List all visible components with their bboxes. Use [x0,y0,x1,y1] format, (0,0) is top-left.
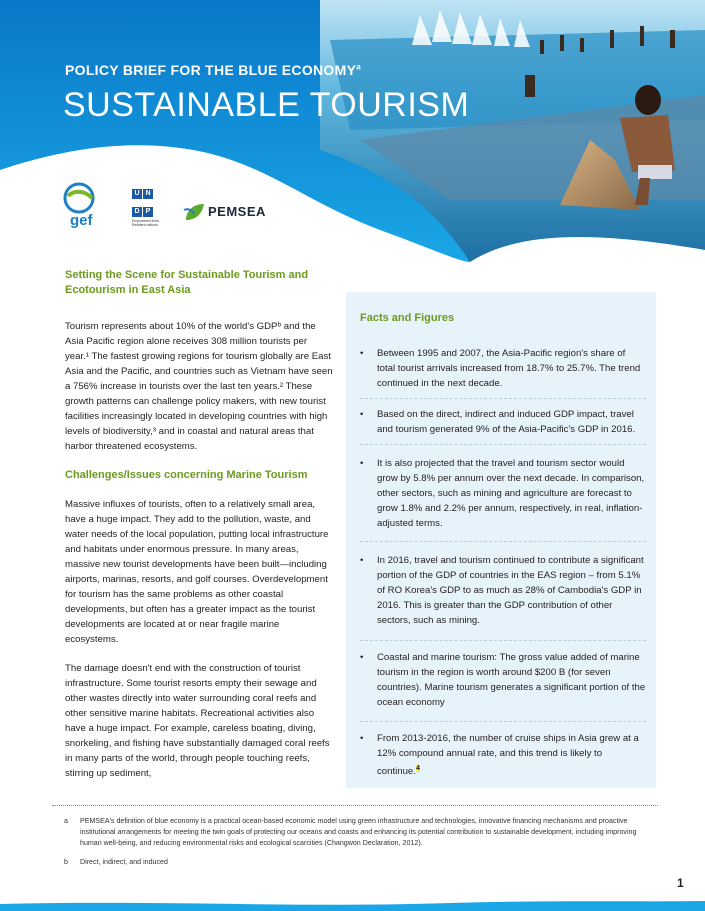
bullet-icon: • [360,733,364,744]
fact-text: It is also projected that the travel and tourism sector would grow by 5.8% per annum over the next decade. In comparison, other sectors, such as mining and agriculture are forecast to grow 1.8% and 2.2% per annum, respectively, in real, inflation-adjusted terms. [377,458,645,529]
bullet-icon: • [360,555,364,566]
page-title: SUSTAINABLE TOURISM [63,86,470,124]
fact-text: In 2016, travel and tourism continued to contribute a significant portion of the GDP of countries in the EAS region – from 5.1% of RO Korea's GDP to as much as 28% of Cambodia's GDP in 2016. This is greater than the GDP contribution of other sectors, such as mining. [377,555,644,626]
pemsea-logo-text: PEMSEA [208,204,266,219]
fact-item [360,731,646,779]
section-heading: Setting the Scene for Sustainable Tourism and Ecotourism in East Asia [65,269,309,296]
divider [360,398,646,399]
fact-item [360,553,646,628]
gef-logo-text: gef [70,212,93,229]
brief-kicker: POLICY BRIEF FOR THE BLUE ECONOMY$^a$ [65,62,361,78]
footnote-marker: b [64,858,68,866]
divider [360,721,646,722]
undp-letter: P [143,207,153,217]
fact-text: Coastal and marine tourism: The gross value added of marine tourism in the region is worth around $200 B (for seven countries). Marine tourism generates a significant portion of the ocean economy [377,652,646,708]
body-paragraph: Massive influxes of tourists, often to a relatively small area, have a huge impact. They add to the pollution, waste, and water needs of the local population, putting local infrastructure and habitats under enormous pressure. In many areas, massive new tourist developments have been built—including airports, marinas, resorts, and golf courses. Overdevelopment for tourism has the same problems as other coastal developments, but often has a greater impact as the tourist developments are located at or near fragile marine ecosystems. [65,499,329,645]
header-banner [0,0,705,262]
undp-letter: D [132,207,142,217]
divider [360,640,646,641]
main-column [65,268,333,781]
fact-text: From 2013-2016, the number of cruise ships in Asia grew at a 12% compound annual rate, and this trend is likely to continue. [377,733,639,778]
footnote-text: Direct, indirect, and induced [80,858,168,866]
footnote [64,816,654,849]
fact-text: Based on the direct, indirect and induced GDP impact, travel and tourism generated 9% of the Asia-Pacific's GDP in 2016. [377,409,636,435]
divider [360,541,646,542]
footnote-divider [52,805,658,806]
pemsea-logo [182,200,282,224]
bullet-icon: • [360,409,364,420]
bullet-icon: • [360,458,364,469]
fact-item [360,650,646,710]
footnote-marker: a [64,817,68,825]
undp-logo [132,182,160,227]
body-paragraph: Tourism represents about 10% of the world's GDPᵇ and the Asia Pacific region alone receives 308 million tourists per year.¹ The fastest growing regions for tourism globally are East Asia and the Pacific, and countries such as Vietnam have seen a 756% increase in tourists over the last ten years.² These growth patterns can challenge policy makers, with new tourist facilities increasingly located in developing countries with high levels of biodiversity,³ and in coastal and natural areas that harbor threatened ecosystems. [65,321,333,452]
facts-sidebar [346,292,656,788]
sidebar-title: Facts and Figures [360,312,455,324]
bullet-icon: • [360,348,364,359]
partner-logos [60,182,290,242]
undp-tagline: Empowered lives. Resilient nations. [132,219,160,227]
fact-item [360,346,646,391]
fact-item [360,407,646,437]
undp-letter: U [132,189,142,199]
section-heading: Challenges/Issues concerning Marine Tourism [65,469,308,481]
pemsea-leaf-icon [182,200,208,224]
fact-text: Between 1995 and 2007, the Asia-Pacific region's share of total tourist arrivals increased from 18.7% to 25.7%. The trend continued in the next decade. [377,348,641,389]
footer-wave [0,898,705,911]
page-number: 1 [677,876,684,890]
bullet-icon: • [360,652,364,663]
footnote-text: PEMSEA's definition of blue economy is a practical ocean-based economic model using green infrastructure and technologies, innovative financing mechanisms and proactive institutional arrangements for meeting the twin goals of protecting our oceans and coasts and enhancing its potential contribution to sustainable development, including improving human well-being, and reducing environmental risks and ecological scarcities (Changwon Declaration, 2012). [80,817,637,847]
undp-letter: N [143,189,153,199]
fact-item [360,456,646,531]
reference-marker: 4 [415,765,420,772]
body-paragraph: The damage doesn't end with the construction of tourist infrastructure. Some tourist resorts empty their sewage and other wastes directly into water surrounding coral reefs and other sensitive marine habitats. Recreational activities also have a huge impact. For example, careless boating, diving, snorkeling, and fishing have substantially damaged coral reefs in many parts of the world, through people touching reefs, stirring up sediment, [65,663,330,779]
divider [360,444,646,445]
footnote [64,857,654,868]
